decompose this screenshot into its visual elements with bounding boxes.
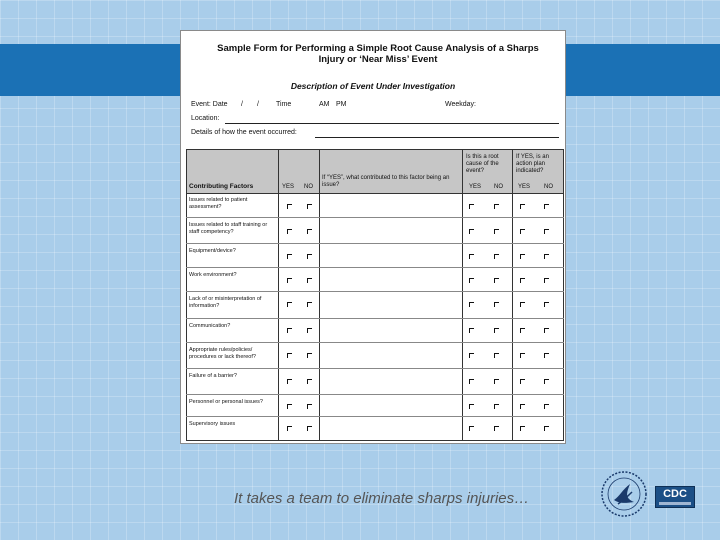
root-cause-no-checkbox[interactable] (494, 229, 499, 234)
contribution-notes-field[interactable] (320, 270, 461, 292)
root-cause-no-checkbox[interactable] (494, 379, 499, 384)
root-cause-yes-checkbox[interactable] (469, 254, 474, 259)
factor-no-checkbox[interactable] (307, 379, 312, 384)
factor-no-checkbox[interactable] (307, 254, 312, 259)
factor-yes-checkbox[interactable] (287, 229, 292, 234)
table-row (186, 220, 564, 242)
factor-yes-checkbox[interactable] (287, 302, 292, 307)
contribution-notes-field[interactable] (320, 246, 461, 268)
cdc-logo-stripe (659, 502, 691, 505)
table-row (186, 321, 564, 343)
contribution-notes-field[interactable] (320, 294, 461, 316)
am-label: AM (319, 101, 330, 108)
weekday-label: Weekday: (445, 101, 476, 108)
root-cause-yes-checkbox[interactable] (469, 204, 474, 209)
root-cause-yes-checkbox[interactable] (469, 229, 474, 234)
table-row (186, 195, 564, 217)
factor-yes-checkbox[interactable] (287, 426, 292, 431)
action-yes-header: YES (518, 184, 531, 190)
if-yes-header: If “YES”, what contributed to this factor being an issue? (322, 175, 450, 188)
cdc-logo (655, 486, 695, 508)
root-cause-yes-checkbox[interactable] (469, 404, 474, 409)
factor-no-checkbox[interactable] (307, 278, 312, 283)
factor-yes-checkbox[interactable] (287, 328, 292, 333)
no-header: NO (304, 184, 313, 190)
action-plan-no-checkbox[interactable] (544, 379, 549, 384)
contribution-notes-field[interactable] (320, 195, 461, 217)
action-plan-yes-checkbox[interactable] (520, 379, 525, 384)
factor-no-checkbox[interactable] (307, 328, 312, 333)
table-row (186, 345, 564, 367)
row-divider (186, 291, 564, 292)
row-divider (186, 267, 564, 268)
table-border (186, 149, 564, 150)
action-plan-yes-checkbox[interactable] (520, 204, 525, 209)
date-separator: / (241, 101, 243, 108)
details-field[interactable] (315, 137, 559, 138)
factor-yes-checkbox[interactable] (287, 254, 292, 259)
root-cause-no-checkbox[interactable] (494, 204, 499, 209)
factor-no-checkbox[interactable] (307, 204, 312, 209)
root-cause-no-checkbox[interactable] (494, 404, 499, 409)
tagline: It takes a team to eliminate sharps injuries… (234, 490, 530, 507)
contribution-notes-field[interactable] (320, 220, 461, 242)
root-cause-no-checkbox[interactable] (494, 328, 499, 333)
hhs-seal-icon (600, 470, 648, 518)
pm-label: PM (336, 101, 347, 108)
table-row (186, 270, 564, 292)
action-plan-yes-checkbox[interactable] (520, 404, 525, 409)
root-cause-no-checkbox[interactable] (494, 353, 499, 358)
row-divider (186, 394, 564, 395)
time-label: Time (276, 101, 292, 108)
factor-label: Failure of a barrier? (189, 373, 237, 379)
action-plan-no-checkbox[interactable] (544, 302, 549, 307)
factor-yes-checkbox[interactable] (287, 353, 292, 358)
factor-label: Lack of or misinterpretation of information? (189, 296, 262, 309)
factors-header: Contributing Factors (189, 183, 254, 190)
action-plan-no-checkbox[interactable] (544, 426, 549, 431)
row-divider (186, 243, 564, 244)
location-label: Location: (191, 115, 220, 122)
form-subtitle: Description of Event Under Investigation (290, 81, 456, 91)
action-plan-no-checkbox[interactable] (544, 404, 549, 409)
action-no-header: NO (544, 184, 553, 190)
row-divider (186, 368, 564, 369)
cdc-logo-text: CDC (663, 488, 687, 500)
factor-yes-checkbox[interactable] (287, 404, 292, 409)
action-plan-yes-checkbox[interactable] (520, 328, 525, 333)
root-yes-header: YES (469, 184, 482, 190)
contribution-notes-field[interactable] (320, 321, 461, 343)
row-divider (186, 416, 564, 417)
action-plan-no-checkbox[interactable] (544, 278, 549, 283)
root-cause-no-checkbox[interactable] (494, 302, 499, 307)
factor-no-checkbox[interactable] (307, 229, 312, 234)
action-plan-no-checkbox[interactable] (544, 353, 549, 358)
action-plan-yes-checkbox[interactable] (520, 254, 525, 259)
factor-label: Issues related to patient assessment? (189, 197, 248, 210)
factor-label: Communication? (189, 323, 231, 329)
table-row (186, 246, 564, 268)
form-title: Sample Form for Performing a Simple Root Cause Analysis of a Sharps Injury or ‘Near Miss’ Event (217, 43, 539, 65)
rca-form-document (180, 30, 566, 444)
action-plan-yes-checkbox[interactable] (520, 278, 525, 283)
contribution-notes-field[interactable] (320, 371, 461, 393)
factor-label: Supervisory issues (189, 421, 236, 427)
action-plan-yes-checkbox[interactable] (520, 302, 525, 307)
yes-header: YES (282, 184, 295, 190)
factor-label: Equipment/device? (189, 248, 236, 254)
factor-no-checkbox[interactable] (307, 426, 312, 431)
row-divider (186, 342, 564, 343)
root-cause-yes-checkbox[interactable] (469, 426, 474, 431)
contribution-notes-field[interactable] (320, 345, 461, 367)
root-cause-yes-checkbox[interactable] (469, 379, 474, 384)
factor-yes-checkbox[interactable] (287, 204, 292, 209)
factor-label: Work environment? (189, 272, 237, 278)
root-cause-no-checkbox[interactable] (494, 426, 499, 431)
action-plan-yes-checkbox[interactable] (520, 426, 525, 431)
action-plan-yes-checkbox[interactable] (520, 229, 525, 234)
factor-yes-checkbox[interactable] (287, 379, 292, 384)
factor-label: Appropriate rules/policies/ procedures or lack thereof? (189, 347, 256, 360)
root-cause-no-checkbox[interactable] (494, 278, 499, 283)
factor-no-checkbox[interactable] (307, 302, 312, 307)
contribution-notes-field[interactable] (320, 419, 461, 441)
root-cause-header: Is this a root cause of the event? (466, 154, 499, 174)
table-row (186, 419, 564, 441)
action-plan-no-checkbox[interactable] (544, 229, 549, 234)
action-plan-yes-checkbox[interactable] (520, 353, 525, 358)
factor-no-checkbox[interactable] (307, 404, 312, 409)
action-plan-no-checkbox[interactable] (544, 254, 549, 259)
contributing-factors-table (186, 149, 564, 441)
factor-label: Personnel or personal issues? (189, 399, 263, 405)
action-plan-header: If YES, is an action plan indicated? (516, 154, 549, 174)
root-cause-yes-checkbox[interactable] (469, 278, 474, 283)
action-plan-no-checkbox[interactable] (544, 204, 549, 209)
factor-yes-checkbox[interactable] (287, 278, 292, 283)
row-divider (186, 217, 564, 218)
root-no-header: NO (494, 184, 503, 190)
details-label: Details of how the event occurred: (191, 129, 297, 136)
factor-label: Issues related to staff training or staff competency? (189, 222, 268, 235)
table-row (186, 294, 564, 316)
root-cause-yes-checkbox[interactable] (469, 328, 474, 333)
date-separator: / (257, 101, 259, 108)
table-divider (186, 193, 564, 194)
table-row (186, 371, 564, 393)
root-cause-no-checkbox[interactable] (494, 254, 499, 259)
root-cause-yes-checkbox[interactable] (469, 353, 474, 358)
root-cause-yes-checkbox[interactable] (469, 302, 474, 307)
row-divider (186, 318, 564, 319)
event-date-label: Event: Date (191, 101, 228, 108)
action-plan-no-checkbox[interactable] (544, 328, 549, 333)
factor-no-checkbox[interactable] (307, 353, 312, 358)
location-field[interactable] (225, 123, 559, 124)
